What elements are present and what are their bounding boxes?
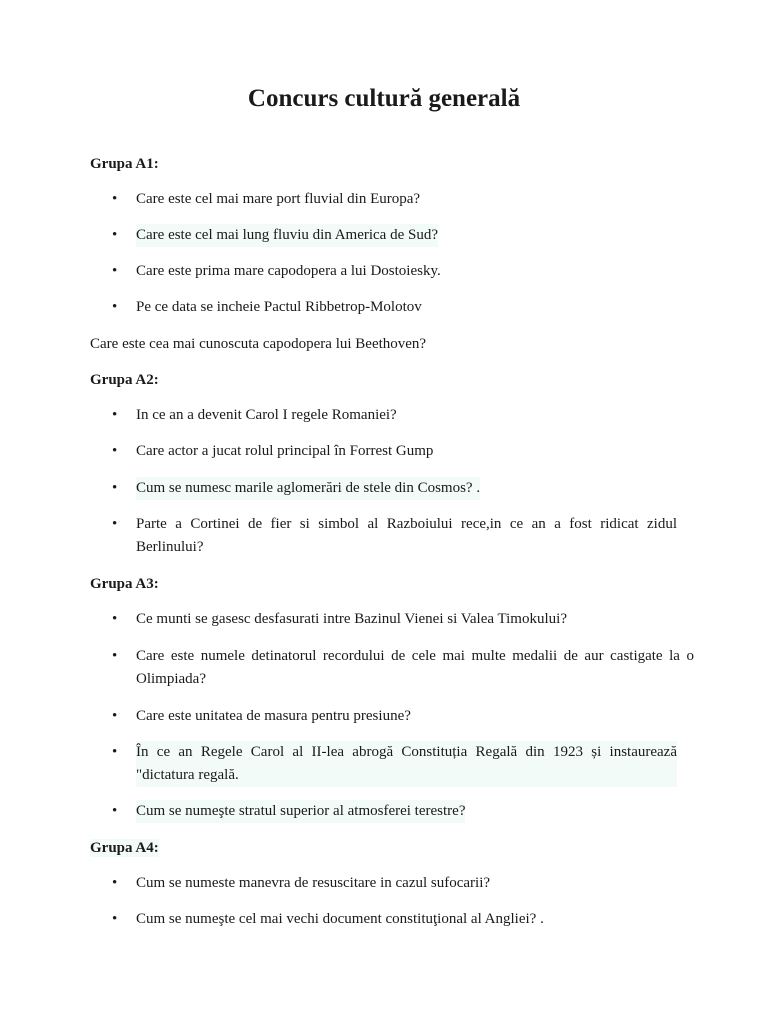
page-title: Concurs cultură generală <box>247 85 521 112</box>
question-text: Pe ce data se incheie Pactul Ribbetrop-Molotov <box>136 299 422 315</box>
list-item <box>90 188 694 211</box>
question-text: Cum se numesc marile aglomerări de stele din Cosmos? . <box>136 477 480 500</box>
bullet: • <box>112 443 118 459</box>
list-item <box>90 477 694 500</box>
list-item <box>90 908 694 931</box>
bullet: • <box>112 648 118 664</box>
bullet: • <box>112 227 118 243</box>
group-heading-a1: Grupa A1: <box>90 156 159 172</box>
list-item <box>90 741 677 787</box>
list-item <box>90 440 694 463</box>
question-text: Parte a Cortinei de fier si simbol al Razboiului rece,in ce an a fost ridicat zidul Berlinului? <box>136 516 677 555</box>
question-text: Cum se numeşte cel mai vechi document constituţional al Angliei? . <box>136 911 544 927</box>
list-item <box>90 296 694 319</box>
question-text: Cum se numeşte stratul superior al atmosferei terestre? <box>136 800 465 823</box>
bullet: • <box>112 708 118 724</box>
question-text: Care este cel mai lung fluviu din America de Sud? <box>136 224 438 247</box>
question-text: Care este unitatea de masura pentru presiune? <box>136 708 411 724</box>
question-text: Ce munti se gasesc desfasurati intre Bazinul Vienei si Valea Timokului? <box>136 611 567 627</box>
bullet: • <box>112 516 118 532</box>
bullet: • <box>112 263 118 279</box>
question-text: În ce an Regele Carol al II-lea abrogă Constituția Regală din 1923 și instaurează "dictatura regală. <box>136 741 677 787</box>
group-heading-a4: Grupa A4: <box>90 840 159 856</box>
question-text: Cum se numeste manevra de resuscitare in cazul sufocarii? <box>136 875 491 891</box>
group-heading-a2: Grupa A2: <box>90 372 159 388</box>
question-text: Care actor a jucat rolul principal în Forrest Gump <box>136 443 434 459</box>
bullet: • <box>112 480 118 496</box>
list-item <box>90 404 694 427</box>
list-item <box>90 608 694 631</box>
paragraph-text: Care este cea mai cunoscuta capodopera lui Beethoven? <box>90 336 427 352</box>
question-text: Care este numele detinatorul recordului de cele mai multe medalii de aur castigate la o Olimpiada? <box>136 648 694 687</box>
list-item <box>90 513 677 559</box>
bullet: • <box>112 299 118 315</box>
list-item <box>90 800 694 823</box>
bullet: • <box>112 191 118 207</box>
question-text: In ce an a devenit Carol I regele Romaniei? <box>136 407 397 423</box>
bullet: • <box>112 744 118 760</box>
question-text: Care este cel mai mare port fluvial din Europa? <box>136 191 421 207</box>
bullet: • <box>112 911 118 927</box>
bullet: • <box>112 611 118 627</box>
bullet: • <box>112 875 118 891</box>
list-item <box>90 705 694 728</box>
list-item <box>90 645 694 691</box>
bullet: • <box>112 803 118 819</box>
bullet: • <box>112 407 118 423</box>
list-item <box>90 224 694 247</box>
list-item <box>90 872 694 895</box>
group-heading-a3: Grupa A3: <box>90 576 159 592</box>
list-item <box>90 260 694 283</box>
question-text: Care este prima mare capodopera a lui Dostoiesky. <box>136 263 441 279</box>
